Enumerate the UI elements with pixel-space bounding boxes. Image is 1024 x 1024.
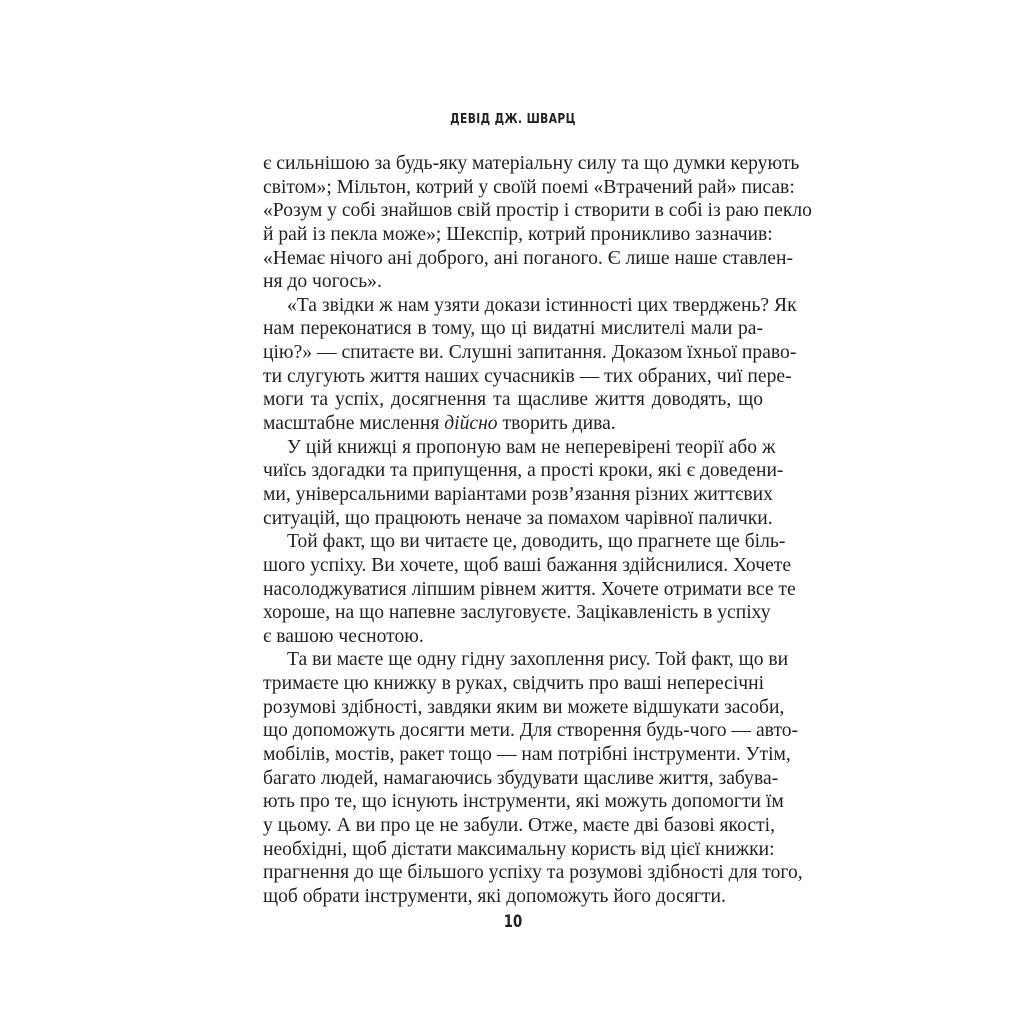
text-line: «Та звідки ж нам узяти докази істинності цих тверджень? Як (287, 294, 797, 316)
book-page (263, 0, 812, 1024)
text-line: ти слугують життя наших сучасників — тих обраних, чиї пере- (263, 365, 792, 387)
paragraph-5 (263, 648, 803, 908)
text-line: що допоможуть досягти мети. Для створення будь-чого — авто- (263, 720, 799, 742)
text-line: ють про те, що існують інструменти, які можуть допомогти їм (263, 791, 784, 813)
text-run: творить дива. (497, 413, 616, 435)
text-line: насолоджуватися ліпшим рівнем життя. Хочете отримати все те (263, 578, 796, 600)
paragraph-1 (263, 152, 812, 294)
text-line: У цій книжці я пропоную вам не неперевірені теорії або ж (287, 436, 776, 458)
text-line: нам переконатися в тому, що ці видатні мислителі мали ра- (263, 318, 763, 340)
page-number: 10 (503, 912, 523, 932)
text-line: прагнення до ще більшого успіху та розумові здібності для того, (263, 862, 803, 884)
text-line: цію?» — спитаєте ви. Слушні запитання. Доказом їхньої право- (263, 342, 797, 364)
text-line: ми, універсальними варіантами розв’язання різних життєвих (263, 483, 773, 505)
text-line-with-emphasis (263, 412, 763, 436)
text-line: розумові здібності, завдяки яким ви можете відшукати засоби, (263, 696, 785, 718)
text-line: є вашою чеснотою. (263, 625, 424, 647)
text-line: Той факт, що ви читаєте це, доводить, що прагнете ще біль- (287, 531, 786, 553)
text-line: хороше, на що напевне заслуговуєте. Зацікавленість в успіху (263, 602, 771, 624)
text-line: моги та успіх, досягнення та щасливе життя доводять, що (263, 389, 763, 411)
text-line: Та ви маєте ще одну гідну захоплення рису. Той факт, що ви (287, 649, 789, 671)
text-run: масштабне мислення (263, 413, 445, 435)
emphasis-text: дійсно (444, 413, 498, 435)
text-line: ня до чогось». (263, 271, 382, 293)
text-line: у цьому. А ви про це не забули. Отже, маєте дві базові якості, (263, 814, 775, 836)
text-line: чиїсь здогадки та припущення, а прості кроки, які є доведени- (263, 460, 784, 482)
text-line: й рай із пекла може»; Шекспір, котрий проникливо зазначив: (263, 223, 773, 245)
text-line: необхідні, щоб дістати максимальну користь від цієї книжки: (263, 838, 775, 860)
text-line: «Немає нічого ані доброго, ані поганого. Є лише наше ставлен- (263, 247, 794, 269)
paragraph-3 (263, 436, 784, 531)
text-line: мобілів, мостів, ракет тощо — нам потрібні інструменти. Утім, (263, 744, 791, 766)
text-line: багато людей, намагаючись збудувати щасливе життя, забува- (263, 767, 779, 789)
text-line: «Розум у собі знайшов свій простір і створити в собі із раю пекло (263, 200, 812, 222)
text-line: шого успіху. Ви хочете, щоб ваші бажання здійснилися. Хочете (263, 554, 792, 576)
text-line: ситуацій, що працюють неначе за помахом чарівної палички. (263, 507, 773, 529)
text-line: є сильнішою за будь-яку матеріальну силу та що думки керують (263, 153, 800, 174)
paragraph-4 (263, 530, 796, 648)
text-line: щоб обрати інструменти, які допоможуть його досягти. (263, 885, 726, 907)
text-line: світом»; Мільтон, котрий у своїй поемі «Втрачений рай» писав: (263, 176, 795, 198)
text-line: тримаєте цю книжку в руках, свідчить про ваші непересічні (263, 673, 765, 695)
running-head-author: ДЕВІД ДЖ. ШВАРЦ (450, 112, 576, 127)
paragraph-2 (263, 294, 797, 436)
body-text (263, 152, 812, 909)
